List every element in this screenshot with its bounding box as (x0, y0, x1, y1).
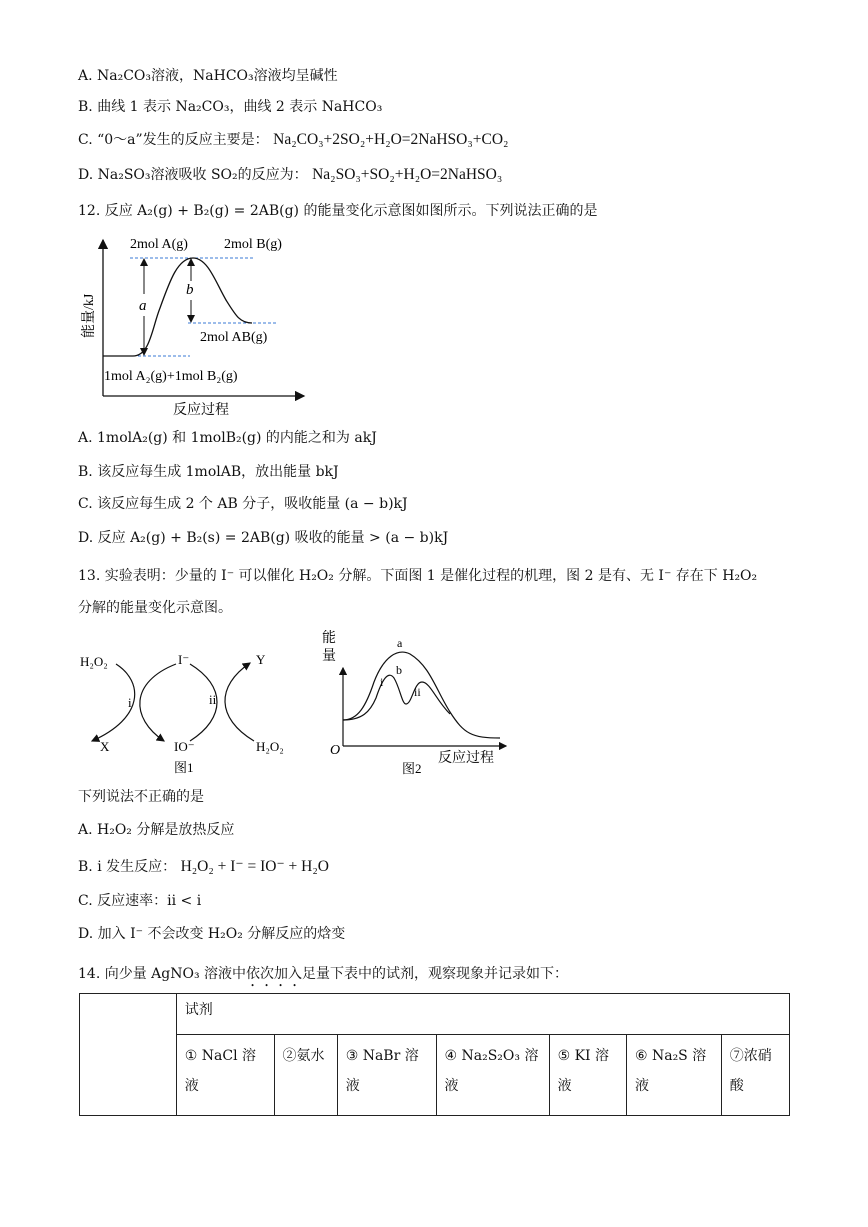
q12-y-label: 能量/kJ (82, 293, 97, 338)
q14-reagent-table (79, 993, 790, 1116)
q13-fig2-label-a: a (397, 636, 403, 650)
reagent-line1: ③ NaBr 溶 (345, 1048, 419, 1064)
q13-fig2-label-i: i (380, 675, 384, 689)
q11-option-a: A. Na₂CO₃溶液，NaHCO₃溶液均呈碱性 (78, 68, 338, 84)
q12-letter-a: a (139, 298, 147, 314)
reagent-line1: ⑤ KI 溶 (557, 1048, 610, 1064)
q13-option-b-equation: H₂O₂ + I⁻ = IO⁻ + H₂O (180, 858, 329, 875)
q12-letter-b: b (186, 282, 194, 298)
q13-question: 下列说法不正确的是 (78, 789, 204, 805)
reagent-line1: ②氨水 (282, 1048, 325, 1064)
q13-fig2-curve-a (343, 652, 500, 738)
table-header-reagent: 试剂 (176, 994, 789, 1035)
q12-option-c: C. 该反应每生成 2 个 AB 分子，吸收能量 (a − b)kJ (78, 496, 408, 512)
reagent-line1: ④ Na₂S₂O₃ 溶 (444, 1048, 539, 1064)
q13-stem-line2: 分解的能量变化示意图。 (78, 600, 232, 616)
q13-fig1-caption: 图1 (174, 760, 194, 775)
table-row (80, 1035, 790, 1116)
q12-option-a: A. 1molA₂(g) 和 1molB₂(g) 的内能之和为 akJ (78, 430, 377, 446)
q13-figure-1 (78, 646, 300, 780)
q13-figure-2 (318, 630, 514, 778)
q13-option-b (78, 857, 329, 877)
q12-label-2mol-b: 2mol B(g) (224, 237, 282, 252)
q11-option-b: B. 曲线 1 表示 Na₂CO₃，曲线 2 表示 NaHCO₃ (78, 99, 383, 115)
q13-option-d: D. 加入 I⁻ 不会改变 H₂O₂ 分解反应的焓变 (78, 926, 346, 942)
q14-stem (78, 964, 568, 990)
q11-option-d (78, 165, 502, 185)
q11-option-c-label: C. “0～a”发生的反应主要是： (78, 132, 269, 148)
reagent-line2: 液 (184, 1078, 199, 1094)
q11-option-c (78, 130, 508, 150)
q12-option-d: D. 反应 A₂(g) + B₂(s) = 2AB(g) 吸收的能量 > (a − b)kJ (78, 530, 449, 546)
q13-arc-h2o2-to-y (225, 663, 254, 741)
q11-option-d-equation: Na₂SO₃+SO₂+H₂O=2NaHSO₃ (312, 166, 503, 183)
q13-stem-line1: 13. 实验表明：少量的 I⁻ 可以催化 H₂O₂ 分解。下面图 1 是催化过程的机理，图 2 是有、无 I⁻ 存在下 H₂O₂ (78, 568, 758, 584)
q12-stem: 12. 反应 A₂(g) + B₂(g) = 2AB(g) 的能量变化示意图如图所示。下列说法正确的是 (78, 203, 598, 219)
q12-label-product: 2mol AB(g) (200, 330, 268, 345)
q13-option-c: C. 反应速率：ii < i (78, 893, 202, 909)
q13-fig1-h2o2-top: H₂O₂ (80, 654, 108, 669)
q13-fig2-caption: 图2 (402, 761, 422, 776)
q13-fig1-i-minus: I⁻ (178, 652, 190, 667)
q13-arc-i-to-io (140, 664, 176, 741)
q13-fig2-x-label: 反应过程 (438, 751, 494, 766)
q13-fig1-step-ii: ii (209, 692, 217, 707)
q13-option-b-label: B. i 发生反应： (78, 859, 177, 875)
q12-label-reactants: 1mol A₂(g)+1mol B₂(g) (104, 369, 238, 384)
q13-option-a: A. H₂O₂ 分解是放热反应 (78, 822, 235, 838)
q13-fig2-origin: O (330, 743, 341, 758)
q13-fig1-x: X (100, 739, 110, 754)
q12-x-label: 反应过程 (173, 403, 229, 418)
q13-fig1-h2o2-bottom: H₂O₂ (256, 739, 284, 754)
q12-option-b: B. 该反应每生成 1molAB，放出能量 bkJ (78, 464, 339, 480)
table-cell-reagent (176, 1035, 274, 1116)
reagent-line1: ⑥ Na₂S 溶 (634, 1048, 707, 1064)
q13-fig1-io-minus: IO⁻ (174, 739, 195, 754)
table-cell-reagent (549, 1035, 626, 1116)
table-cell-empty (80, 994, 177, 1116)
q13-fig2-label-ii: ii (414, 685, 421, 699)
reagent-line2: 酸 (729, 1078, 744, 1094)
q14-stem-emphasis: 依次加入 (246, 966, 303, 982)
reagent-line1: ⑦浓硝 (729, 1048, 772, 1064)
table-cell-reagent (721, 1035, 789, 1116)
q11-option-c-equation: Na₂CO₃+2SO₂+H₂O=2NaHSO₃+CO₂ (273, 131, 509, 148)
table-cell-reagent (337, 1035, 436, 1116)
reagent-line1: ① NaCl 溶 (184, 1048, 257, 1064)
table-row (80, 994, 790, 1035)
q13-fig1-y: Y (256, 652, 266, 667)
q13-fig1-step-i: i (128, 695, 132, 710)
q11-option-d-label: D. Na₂SO₃溶液吸收 SO₂的反应为： (78, 167, 308, 183)
q14-stem-post: 足量下表中的试剂，观察现象并记录如下： (302, 966, 569, 982)
reagent-line2: 液 (444, 1078, 459, 1094)
reagent-line2: 液 (634, 1078, 649, 1094)
q14-stem-pre: 14. 向少量 AgNO₃ 溶液中 (78, 966, 247, 982)
q12-label-2mol-a: 2mol A(g) (130, 237, 188, 252)
table-cell-reagent (436, 1035, 549, 1116)
reagent-line2: 液 (557, 1078, 572, 1094)
table-cell-reagent (274, 1035, 337, 1116)
q12-energy-diagram (78, 228, 318, 420)
reagent-line2: 液 (345, 1078, 360, 1094)
q13-fig2-ylabel-1: 能 (322, 631, 336, 646)
q13-fig2-ylabel-2: 量 (322, 649, 336, 664)
q13-fig2-label-b: b (396, 663, 402, 677)
table-cell-reagent (626, 1035, 721, 1116)
